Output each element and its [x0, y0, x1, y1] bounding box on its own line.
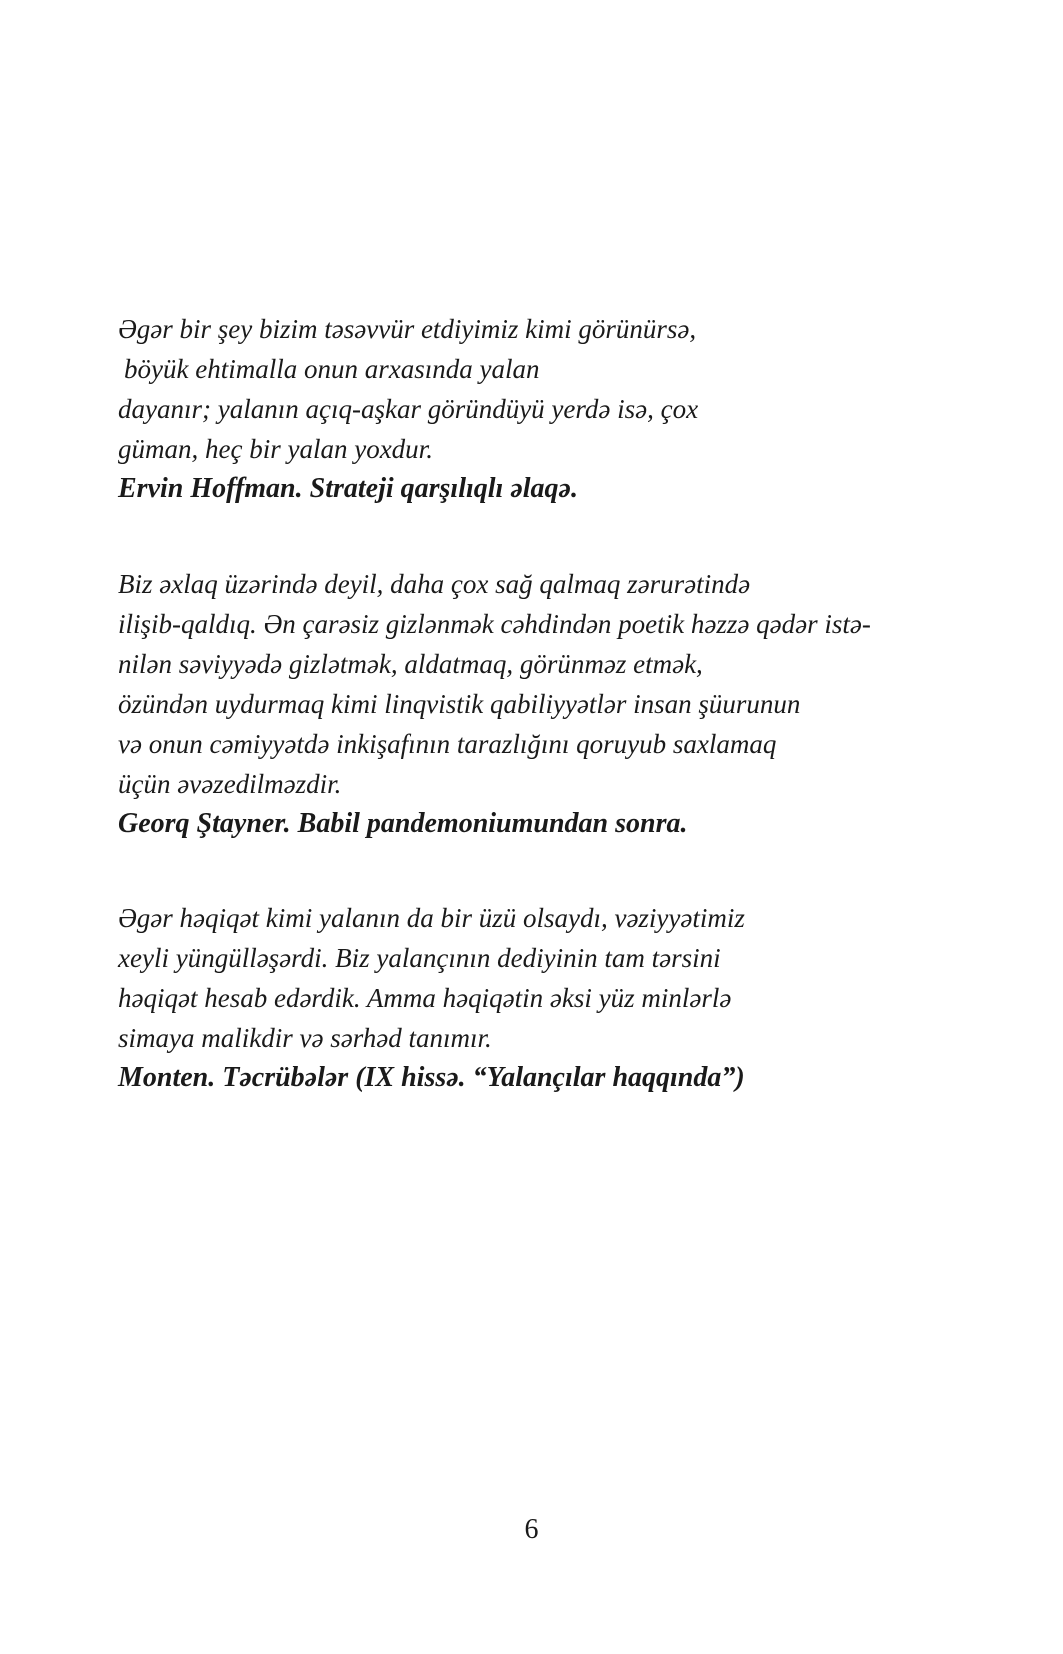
epigraph-line: Əgər bir şey bizim təsəvvür etdiyimiz kimi görünürsə, — [118, 314, 697, 344]
epigraph-line: üçün əvəzedilməzdir. — [118, 769, 342, 799]
epigraph-attribution: Georq Ştayner. Babil pandemoniumundan sonra. — [118, 808, 688, 839]
epigraph-line: güman, heç bir yalan yoxdur. — [118, 434, 433, 464]
epigraph-line: dayanır; yalanın açıq-aşkar göründüyü yerdə isə, çox — [118, 394, 699, 424]
epigraph-line: özündən uydurmaq kimi linqvistik qabiliyyətlər insan şüurunun — [118, 689, 801, 719]
epigraph-attribution: Monten. Təcrübələr (IX hissə. “Yalançılar haqqında”) — [118, 1062, 745, 1093]
epigraph-line: Əgər həqiqət kimi yalanın da bir üzü olsaydı, vəziyyətimiz — [118, 903, 745, 933]
epigraph-hoffman — [118, 309, 958, 509]
page-number: 6 — [524, 1514, 539, 1545]
epigraph-line: xeyli yüngülləşərdi. Biz yalançının dediyinin tam tərsini — [118, 943, 721, 973]
epigraph-line: simaya malikdir və sərhəd tanımır. — [118, 1023, 492, 1053]
epigraph-attribution: Ervin Hoffman. Strateji qarşılıqlı əlaqə. — [118, 473, 578, 504]
epigraph-line: həqiqət hesab edərdik. Amma həqiqətin əksi yüz minlərlə — [118, 983, 732, 1013]
epigraph-line: nilən səviyyədə gizlətmək, aldatmaq, görünməz etmək, — [118, 649, 703, 679]
epigraph-line: və onun cəmiyyətdə inkişafının tarazlığını qoruyub saxlamaq — [118, 729, 777, 759]
epigraph-line: böyük ehtimalla onun arxasında yalan — [124, 354, 540, 384]
epigraph-montaigne — [118, 898, 958, 1098]
epigraph-line: Biz əxlaq üzərində deyil, daha çox sağ qalmaq zərurətində — [118, 569, 751, 599]
epigraph-steiner — [118, 564, 958, 844]
epigraph-line: ilişib-qaldıq. Ən çarəsiz gizlənmək cəhdindən poetik həzzə qədər istə- — [118, 609, 871, 639]
